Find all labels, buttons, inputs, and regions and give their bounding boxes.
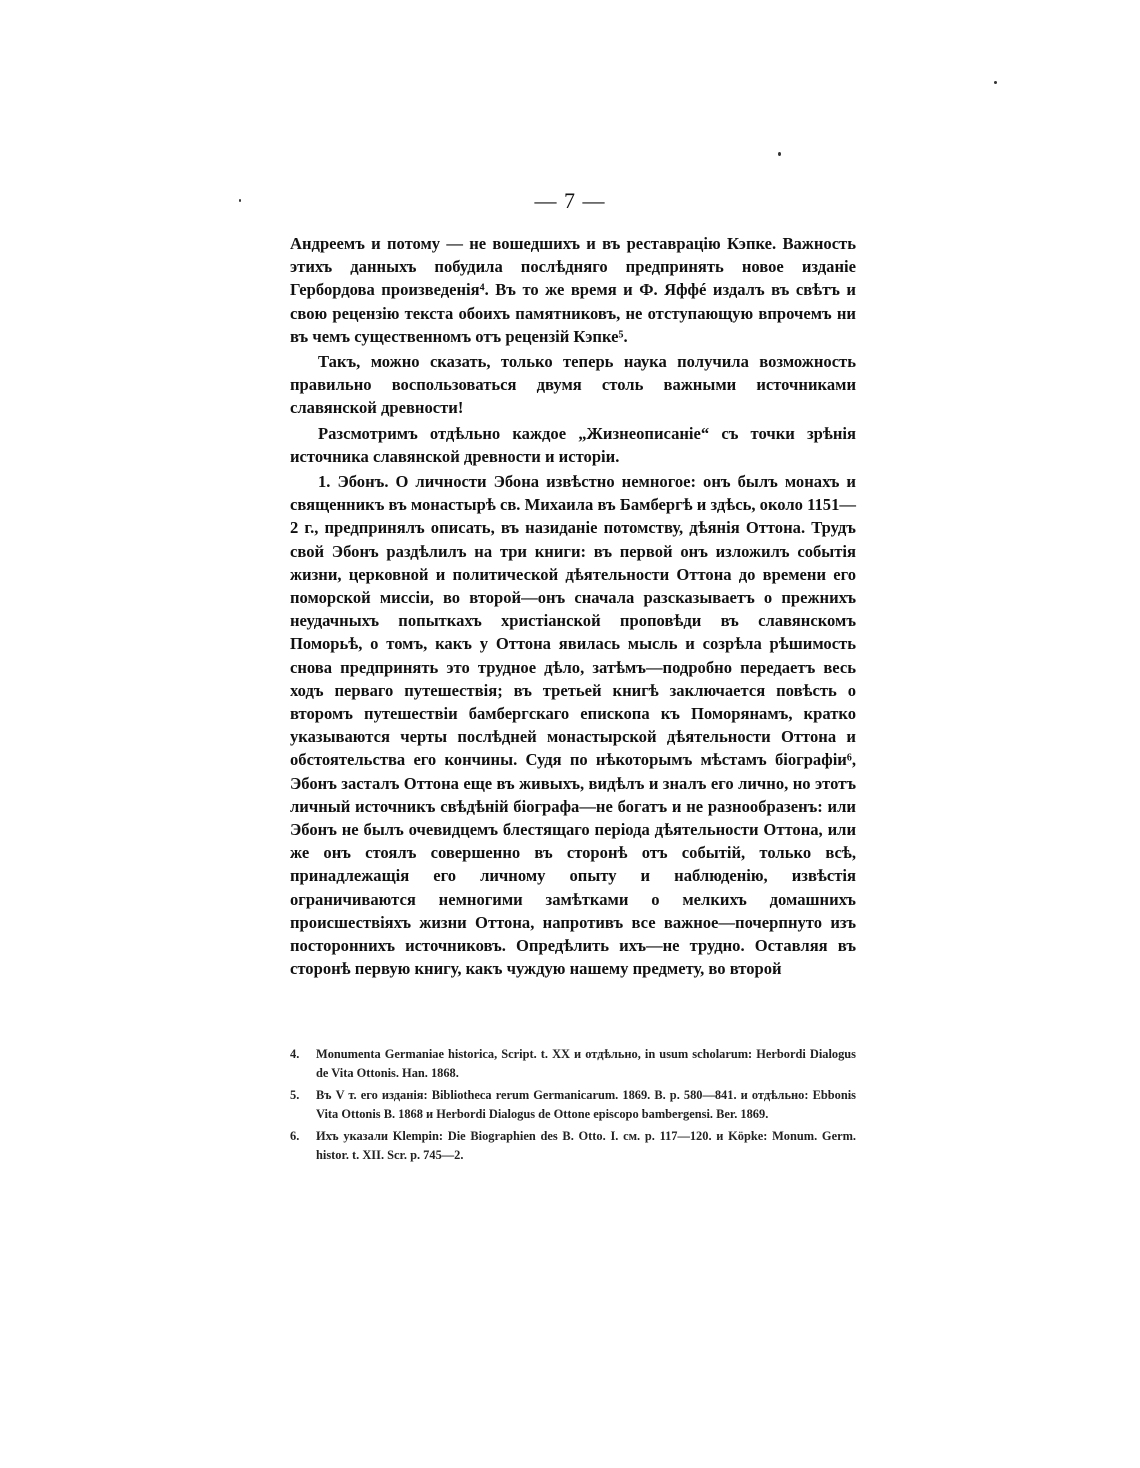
scan-speck — [994, 81, 997, 84]
page-number: — 7 — — [534, 188, 606, 213]
footnote-text: Въ V т. его изданія: Bibliotheca rerum Germanicarum. 1869. B. p. 580—841. и отдѣльно: Ebbonis Vita Ottonis B. 1868 и Herbordi Dialogus de Ottone episcopo bambergensi. Ber. 1869. — [316, 1088, 856, 1121]
footnote — [290, 1127, 856, 1165]
footnote-number: 6. — [290, 1129, 300, 1143]
footnote — [290, 1045, 856, 1083]
paragraph: 1. Эбонъ. О личности Эбона извѣстно немногое: онъ былъ монахъ и священникъ въ монастырѣ св. Михаила въ Бамбергѣ и здѣсь, около 1151—2 г., предпринялъ описать, въ назиданіе потомству, дѣянія Оттона. Трудъ свой Эбонъ раздѣлилъ на три книги: въ первой онъ изложилъ событія жизни, церковной и политической дѣятельности Оттона до времени его поморской миссіи, во второй—онъ сначала разсказываетъ о прежнихъ неудачныхъ попыткахъ христіанской проповѣди въ славянскомъ Поморьѣ, о томъ, какъ у Оттона явилась мысль и созрѣла рѣшимость снова предпринять это трудное дѣло, затѣмъ—подробно передаетъ весь ходъ перваго путешествія; въ третьей книгѣ заключается повѣсть о второмъ путешествіи бамбергскаго епископа къ Поморянамъ, кратко указываются черты послѣдней монастырской дѣятельности Оттона и обстоятельства его кончины. Судя по нѣкоторымъ мѣстамъ біографіи⁶, Эбонъ засталъ Оттона еще въ живыхъ, видѣлъ и зналъ его лично, но этотъ личный источникъ свѣдѣній біографа—не богатъ и не разнообразенъ: или Эбонъ не былъ очевидцемъ блестящаго періода дѣятельности Оттона, или же онъ стоялъ совершенно въ сторонѣ отъ событій, только всѣ, принадлежащія его личному опыту и наблюденію, извѣстія ограничиваются немногими замѣтками о мелкихъ домашнихъ происшествіяхъ жизни Оттона, напротивъ все важное—почерпнуто изъ постороннихъ источниковъ. Опредѣлить ихъ—не трудно. Оставляя въ сторонѣ первую книгу, какъ чуждую нашему предмету, во второй — [290, 472, 856, 979]
footnote-number: 4. — [290, 1047, 300, 1061]
scan-speck — [778, 152, 781, 156]
footnote-text: Ихъ указали Klempin: Die Biographien des B. Otto. I. см. p. 117—120. и Köpke: Monum. Germ. histor. t. XII. Scr. p. 745—2. — [316, 1129, 856, 1162]
main-text — [290, 232, 856, 983]
paragraph: Разсмотримъ отдѣльно каждое „Жизнеописаніе“ съ точки зрѣнія источника славянской древности и исторіи. — [290, 423, 856, 466]
footnote — [290, 1086, 856, 1124]
scan-speck — [239, 199, 241, 202]
paragraph: Такъ, можно сказать, только теперь наука получила возможность правильно воспользоваться двумя столь важными источниками славянской древности! — [290, 352, 856, 418]
footnote-text: Monumenta Germaniae historica, Script. t. XX и отдѣльно, in usum scholarum: Herbordi Dialogus de Vita Ottonis. Han. 1868. — [316, 1047, 856, 1080]
paragraph: Андреемъ и потому — не вошедшихъ и въ реставрацію Кэпке. Важность этихъ данныхъ побудила послѣдняго предпринять новое изданіе Гербордова произведенія⁴. Въ то же время и Ф. Яффé издалъ въ свѣтъ и свою рецензію текста обоихъ памятниковъ, не отступающую впрочемъ ни въ чемъ существенномъ отъ рецензій Кэпке⁵. — [290, 234, 856, 346]
footnotes — [290, 1045, 856, 1168]
footnote-number: 5. — [290, 1088, 300, 1102]
